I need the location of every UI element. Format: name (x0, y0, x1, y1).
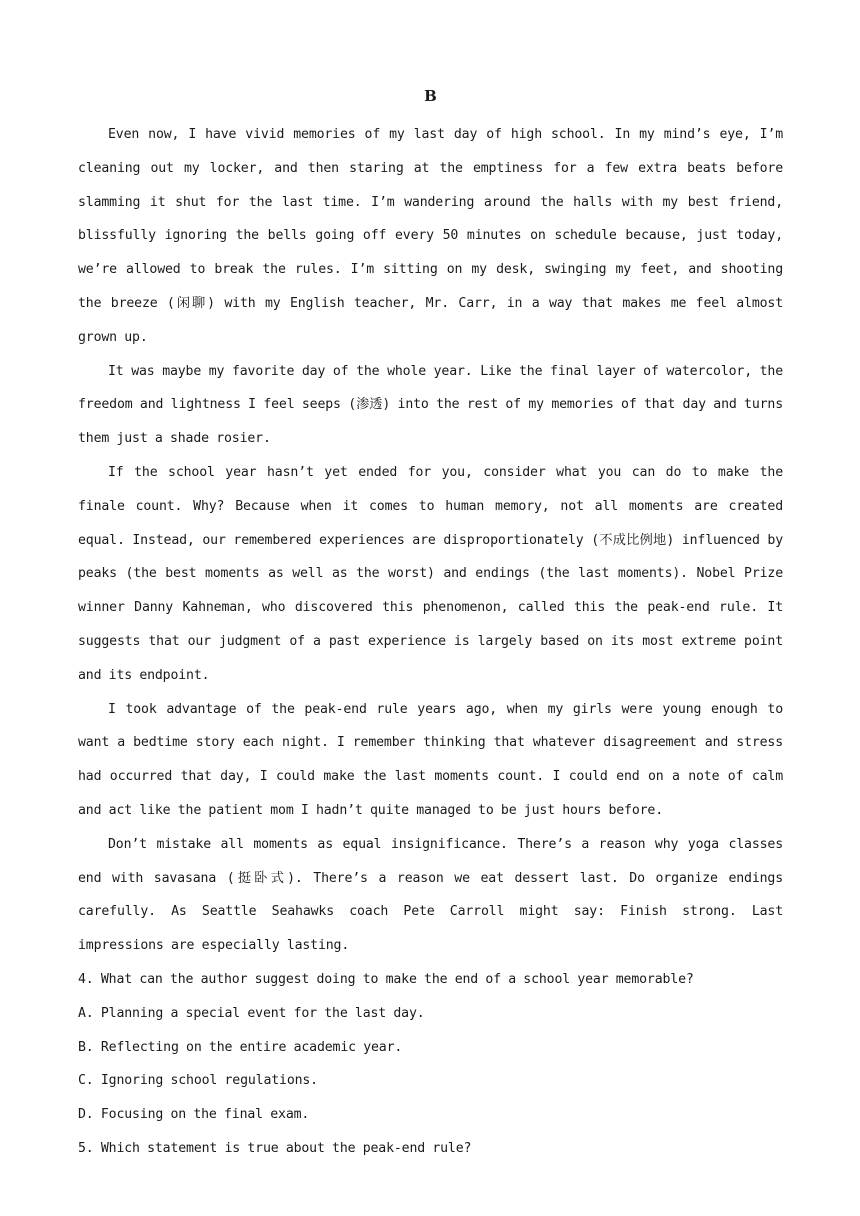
question-4 (78, 963, 783, 1132)
option-a: A. Planning a special event for the last day. (78, 1005, 425, 1021)
passage-body (78, 118, 783, 963)
passage-paragraph-3: If the school year hasn’t yet ended for you, consider what you can do to make the finale count. Why? Because when it comes to human memory, not all moments are created equal. Instead, our remembered experiences are disproportionately (不成比例地) influenced by peaks (the best moments as well as the worst) and endings (the last moments). Nobel Prize winner Danny Kahneman, who discovered this phenomenon, called this the peak-end rule. It suggests that our judgment of a past experience is largely based on its most extreme point and its endpoint. (78, 464, 783, 683)
document-page (78, 84, 783, 1166)
question-stem: 5. Which statement is true about the peak-end rule? (78, 1140, 472, 1156)
passage-paragraph-1: Even now, I have vivid memories of my last day of high school. In my mind’s eye, I’m cleaning out my locker, and then staring at the emptiness for a few extra beats before slamming it shut for the last time. I’m wandering around the halls with my best friend, blissfully ignoring the bells going off every 50 minutes on schedule because, just today, we’re allowed to break the rules. I’m sitting on my desk, swinging my feet, and shooting the breeze (闲聊) with my English teacher, Mr. Carr, in a way that makes me feel almost grown up. (78, 127, 783, 345)
question-stem: 4. What can the author suggest doing to make the end of a school year memorable? (78, 971, 694, 987)
passage-paragraph-5: Don’t mistake all moments as equal insignificance. There’s a reason why yoga classes end with savasana (挺卧式). There’s a reason we eat dessert last. Do organize endings carefully. As Seattle Seahawks coach Pete Carroll might say: Finish strong. Last impressions are especially lasting. (78, 836, 783, 954)
question-5 (78, 1132, 783, 1166)
option-c: C. Ignoring school regulations. (78, 1073, 318, 1089)
option-d: D. Focusing on the final exam. (78, 1107, 310, 1123)
option-b: B. Reflecting on the entire academic year. (78, 1039, 403, 1055)
passage-heading: B (424, 87, 437, 105)
passage-paragraph-2: It was maybe my favorite day of the whole year. Like the final layer of watercolor, the freedom and lightness I feel seeps (渗透) into the rest of my memories of that day and turns them just a shade rosier. (78, 363, 783, 447)
passage-paragraph-4: I took advantage of the peak-end rule years ago, when my girls were young enough to want a bedtime story each night. I remember thinking that whatever disagreement and stress had occurred that day, I could make the last moments count. I could end on a note of calm and act like the patient mom I hadn’t quite managed to be just hours before. (78, 701, 783, 818)
